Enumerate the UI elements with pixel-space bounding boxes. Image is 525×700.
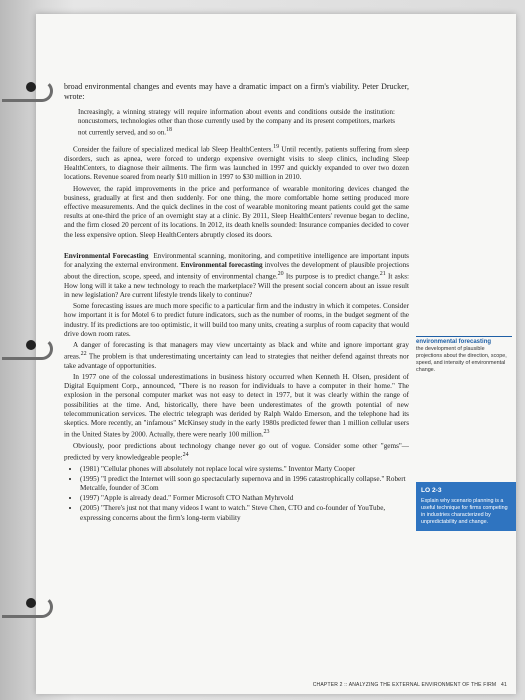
learning-objective-text: Explain why scenario planning is a useful technique for firms competing in industries characterized by unpredictability and change. xyxy=(421,498,508,526)
main-column xyxy=(64,82,409,523)
predictions-list xyxy=(64,465,409,523)
running-footer: CHAPTER 2 :: ANALYZING THE EXTERNAL ENVIRONMENT OF THE FIRM xyxy=(312,682,497,688)
key-term: Environmental forecasting xyxy=(180,260,263,269)
binder-ring-bottom xyxy=(2,596,54,614)
list-item: • (1997) "Apple is already dead." Former Microsoft CTO Nathan Myhrvold xyxy=(80,494,409,503)
paragraph-sleep-health-2: However, the rapid improvements in the price and performance of wearable monitoring devices changed the business, gradually at first and then suddenly. For one thing, the more comfortable home setting produced more effective measurements. And the quick declines in the cost of wearable monitoring meant patients could get the same results at one-third the price of an overnight stay at a clinic. By 2011, Sleep HealthCenters' revenue began to decline, and the firm closed 20 percent of its locations. In 2012, its death knells sounded: Insurance companies decided to cover the less expensive option. Sleep HealthCenters abruptly closed its doors. xyxy=(64,184,409,239)
paragraph-poor-predictions: Obviously, poor predictions about technology change never go out of vogue. Consider some other "gems"—predicted by very knowledgeable people:$^{24}$ xyxy=(64,441,409,462)
drucker-quote: Increasingly, a winning strategy will require information about events and conditions outside the institution: noncustomers, technologies other than those currently used by the company and its present competitors, markets not currently served, and so on.$^{18}$ xyxy=(78,108,395,137)
margin-definition xyxy=(416,336,512,374)
paragraph-motel6: Some forecasting issues are much more specific to a particular firm and the industry in which it competes. Consider how important it is for Motel 6 to predict future indicators, such as the number of rooms, in the budget segment of the industry. If its predictions are too optimistic, it will build too many units, creating a surplus of room capacity that would drive down room rates. xyxy=(64,302,409,338)
margin-term: environmental forecasting xyxy=(416,336,512,346)
page-number: 41 xyxy=(501,682,507,688)
list-item: • (2005) "There's just not that many videos I want to watch." Steve Chen, CTO and co-founder of YouTube, expressing concerns about the firm's long-term viability xyxy=(80,504,409,522)
section-heading: Environmental Forecasting xyxy=(64,251,149,260)
binder-ring-top xyxy=(2,80,54,98)
page-content xyxy=(64,82,508,526)
paragraph-underestimations: In 1977 one of the colossal underestimations in business history occurred when Kenneth H. Olsen, president of Digital Equipment Corp., announced, "There is no reason for individuals to have a computer in their home." The explosion in the personal computer market was not easy to detect in 1977, but it was clearly within the range of possibilities at the time. And, historically, there have been underestimates of the growth potential of new telecommunication services. The electric telegraph was derided by Ralph Waldo Emerson, and the telephone had its skeptics. More recently, an "infamous" McKinsey study in the early 1980s predicted fewer than 1 million cellular users in the United States by 2000. Actually, there were nearly 100 million.$^{23}$ xyxy=(64,372,409,439)
learning-objective-label: LO 2-3 xyxy=(421,487,442,494)
margin-definition-text: the development of plausible projections about the direction, scope, speed, and intensity of environmental change. xyxy=(416,346,507,373)
binder-ring-middle xyxy=(2,338,54,356)
list-item: • (1981) "Cellular phones will absolutely not replace local wire systems." Inventor Marty Cooper xyxy=(80,465,409,474)
paragraph-sleep-health-1: Consider the failure of specialized medical lab Sleep HealthCenters.$^{19}$ Until recently, patients suffering from sleep disorders, such as apnea, were forced to undergo expensive overnight visits to sleep clinics, including Sleep HealthCenters, to diagnose their ailments. The firm was launched in 1997 and quickly expanded to over two dozen locations. Revenue soared from nearly $10 million in 1997 to $30 million in 2010. xyxy=(64,144,409,182)
intro-paragraph: broad environmental changes and events may have a dramatic impact on a firm's viability. Peter Drucker, wrote: xyxy=(64,82,409,101)
page-footer xyxy=(313,682,507,688)
paragraph-environmental-forecasting: Environmental Forecasting Environmental scanning, monitoring, and competitive intelligence are important inputs for analyzing the external environment. Environmental forecasting involves the development of plausible projections about the direction, scope, speed, and intensity of environmental change.$^{20}$ Its purpose is to predict change.$^{21}$ It asks: How long will it take a new technology to reach the marketplace? Will the present social concern about an issue result in new legislation? Are current lifestyle trends likely to continue? xyxy=(64,251,410,299)
paragraph-uncertainty: A danger of forecasting is that managers may view uncertainty as black and white and ignore important gray areas.$^{22}$ The problem is that underestimating uncertainty can lead to strategies that neither defend against threats nor take advantage of opportunities. xyxy=(64,340,409,370)
learning-objective-box xyxy=(416,482,516,531)
list-item: • (1995) "I predict the Internet will soon go spectacularly supernova and in 1996 catastrophically collapse." Robert Metcalfe, founder of 3Com xyxy=(80,475,409,493)
